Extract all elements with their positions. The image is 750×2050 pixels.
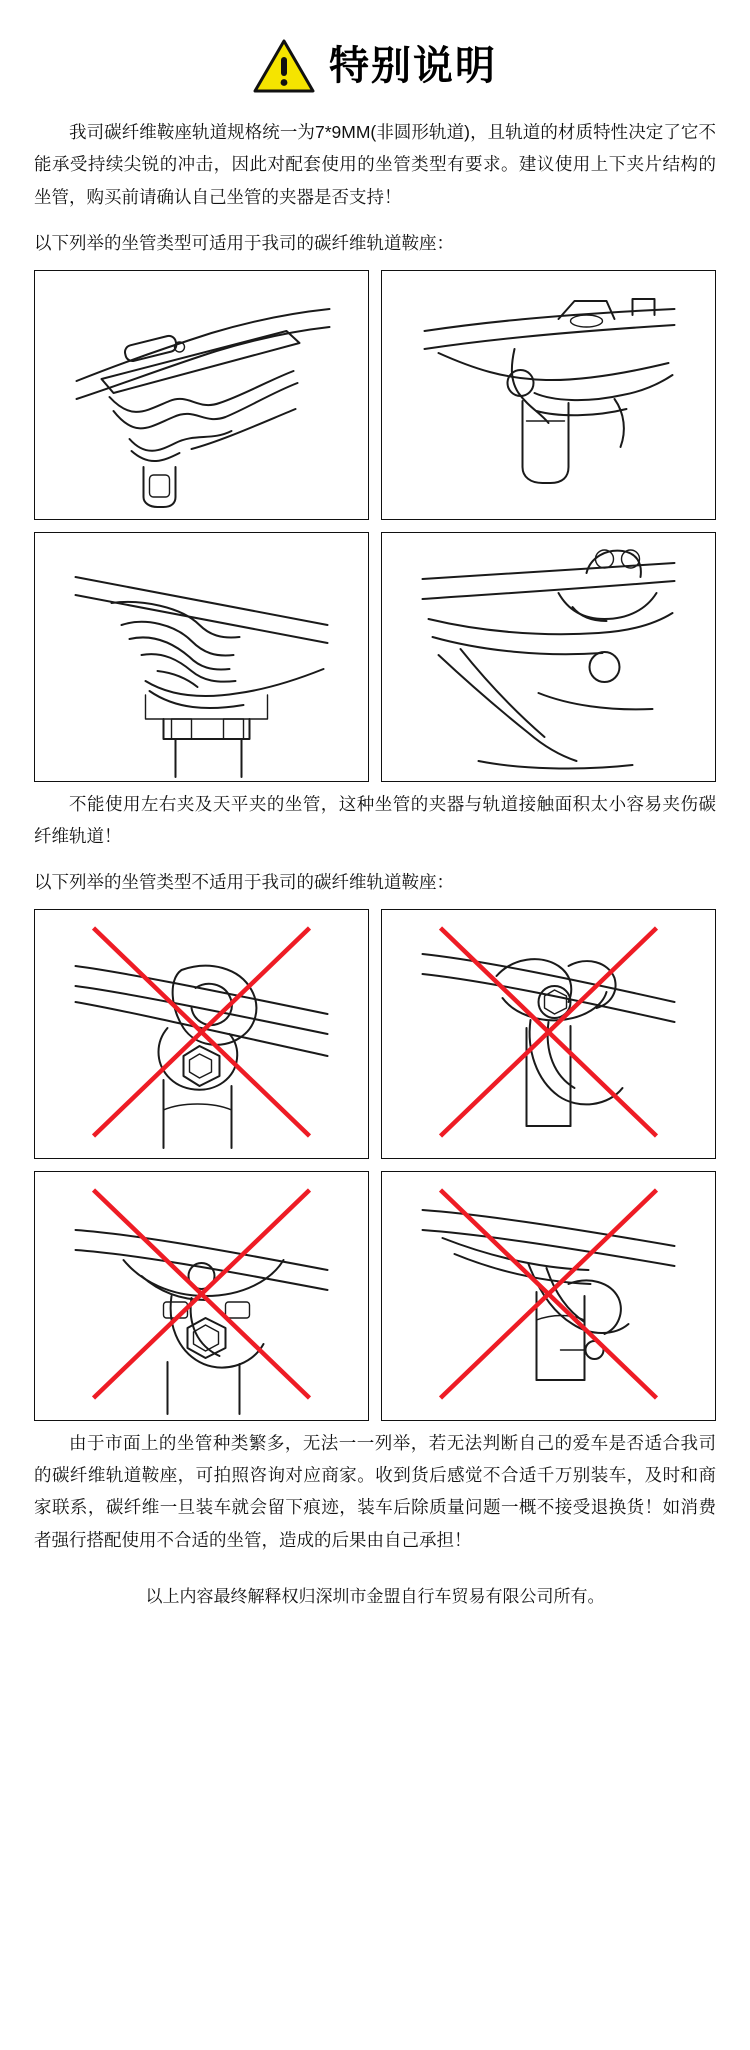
compatible-seatpost-1 <box>34 270 369 520</box>
seatpost-diagram <box>35 1172 368 1420</box>
seatpost-diagram <box>35 533 368 781</box>
intro-paragraph: 我司碳纤维鞍座轨道规格统一为7*9MM(非圆形轨道)，且轨道的材质特性决定了它不能承受持续尖锐的冲击，因此对配套使用的坐管类型有要求。建议使用上下夹片结构的坐管，购买前请确认自己坐管的夹器是否支持！ <box>34 122 716 207</box>
page-header <box>28 0 722 116</box>
compatible-seatpost-3 <box>34 532 369 782</box>
incompatible-seatpost-2 <box>381 909 716 1159</box>
compatible-seatpost-4 <box>381 532 716 782</box>
compatible-caption: 以下列举的坐管类型可适用于我司的碳纤维轨道鞍座： <box>34 233 454 254</box>
seatpost-diagram <box>35 271 368 519</box>
seatpost-diagram <box>382 910 715 1158</box>
incompatible-caption: 以下列举的坐管类型不适用于我司的碳纤维轨道鞍座： <box>34 872 454 893</box>
incompatible-seatpost-1 <box>34 909 369 1159</box>
compatible-gallery <box>34 270 716 782</box>
incompatible-gallery <box>34 909 716 1421</box>
seatpost-diagram <box>382 271 715 519</box>
incompatible-seatpost-3 <box>34 1171 369 1421</box>
seatpost-diagram <box>382 533 715 781</box>
disclaimer-paragraph: 由于市面上的坐管种类繁多，无法一一列举，若无法判断自己的爱车是否适合我司的碳纤维轨道鞍座，可拍照咨询对应商家。收到货后感觉不合适千万别装车，及时和商家联系，碳纤维一旦装车就会留下痕迹，装车后除质量问题一概不接受退换货！如消费者强行搭配使用不合适的坐管，造成的后果由自己承担！ <box>34 1432 716 1550</box>
incompatible-seatpost-4 <box>381 1171 716 1421</box>
seatpost-diagram <box>35 910 368 1158</box>
compatible-seatpost-2 <box>381 270 716 520</box>
page-title: 特别说明 <box>329 44 497 88</box>
seatpost-diagram <box>382 1172 715 1420</box>
copyright-footer: 以上内容最终解释权归深圳市金盟自行车贸易有限公司所有。 <box>145 1587 605 1607</box>
warning-triangle-icon <box>253 38 315 94</box>
warning-paragraph: 不能使用左右夹及天平夹的坐管，这种坐管的夹器与轨道接触面积太小容易夹伤碳纤维轨道！ <box>34 793 716 846</box>
